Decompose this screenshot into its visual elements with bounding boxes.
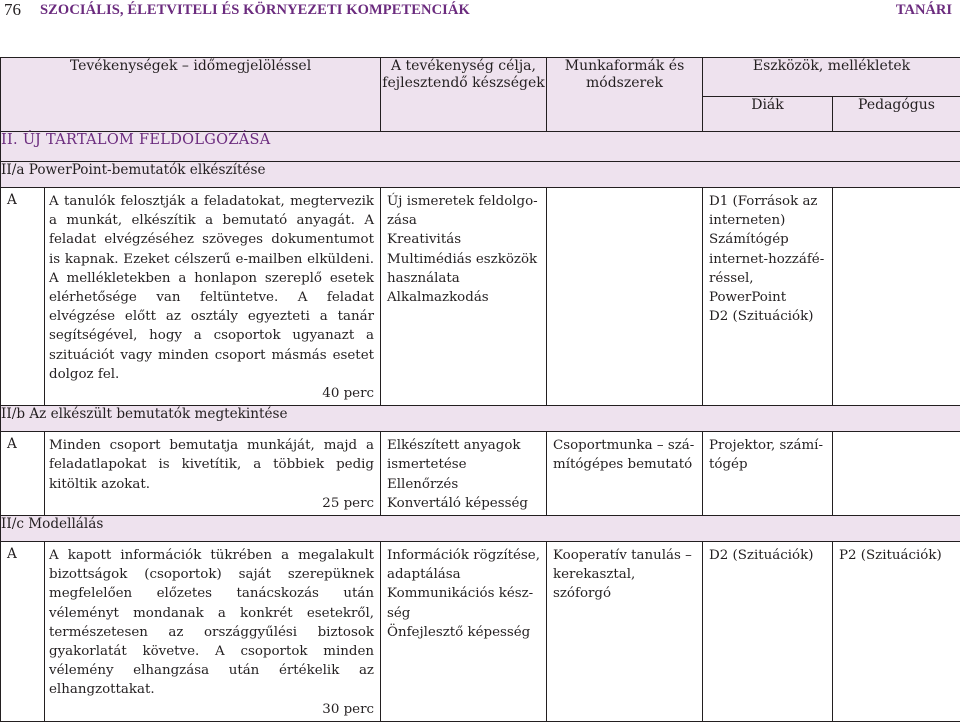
student-tools-cell <box>703 432 833 516</box>
method-line: Kooperatív tanulás – <box>553 546 696 565</box>
subsection-row <box>1 406 960 432</box>
goal-line: ség <box>387 604 540 623</box>
activity-description: A tanulók felosztják a feladatokat, megtervezik a munkát, elkészítik a bemutató anyagát. A feladat elvégzéséhez szöveges dokumentumot is kapnak. Ezeket célszerű e-mailben elküldeni. A mellékletekben a honlapon szereplő esetek elérhetősége van feltüntetve. A feladat elvégzése előtt az osztály egyezteti a tanár segítségével, hogy a csoportok ugyanazt a szituációt vagy minden csoport másmás esetet dolgoz fel. <box>49 192 374 384</box>
page-header <box>0 0 960 26</box>
goals-cell <box>381 432 547 516</box>
running-section-label: TANÁRI <box>896 2 952 19</box>
header-tools: Eszközök, mellékletek <box>703 58 960 97</box>
subsection-row <box>1 516 960 542</box>
tool-line: D1 (Források az <box>709 192 826 211</box>
tool-line: tógép <box>709 455 826 474</box>
section-row <box>1 132 960 162</box>
page-number: 76 <box>4 0 21 20</box>
running-title: SZOCIÁLIS, ÉLETVITELI ÉS KÖRNYEZETI KOMPETENCIÁK <box>40 2 470 19</box>
goal-line: adaptálása <box>387 565 540 584</box>
tool-line: Projektor, számí- <box>709 436 826 455</box>
activity-marker: A <box>1 432 45 516</box>
tool-line: D2 (Szituációk) <box>709 307 826 326</box>
header-student: Diák <box>703 97 833 132</box>
method-line: kerekasztal, szóforgó <box>553 565 696 603</box>
subsection-title: II/b Az elkészült bemutatók megtekintése <box>1 406 960 432</box>
header-activities: Tevékenységek – időmegjelöléssel <box>1 58 381 132</box>
activity-description: Minden csoport bemutatja munkáját, majd a feladatlapokat is kivetítik, a többiek pedig kitöltik azokat. <box>49 436 374 494</box>
activity-cell <box>45 542 381 722</box>
student-tools-cell <box>703 542 833 722</box>
goal-line: használata <box>387 269 540 288</box>
goal-line: Önfejlesztő képesség <box>387 623 540 642</box>
teacher-tools-cell <box>833 188 960 406</box>
goal-line: Kommunikációs kész- <box>387 584 540 603</box>
subsection-title: II/a PowerPoint-bemutatók elkészítése <box>1 162 960 188</box>
goal-line: Konvertáló képesség <box>387 494 540 513</box>
methods-cell <box>547 542 703 722</box>
table-header-row <box>1 58 960 97</box>
header-methods: Munkaformák és módszerek <box>547 58 703 132</box>
activity-cell <box>45 432 381 516</box>
tool-line: Számítógép <box>709 230 826 249</box>
goal-line: Új ismeretek feldolgo- <box>387 192 540 211</box>
table-row <box>1 432 960 516</box>
teacher-tools-cell <box>833 542 960 722</box>
subsection-title: II/c Modellálás <box>1 516 960 542</box>
teacher-tools-cell <box>833 432 960 516</box>
header-goal: A tevékenység célja, fejlesztendő készségek <box>381 58 547 132</box>
goal-line: Kreativitás <box>387 230 540 249</box>
goal-line: Alkalmazkodás <box>387 288 540 307</box>
goals-cell <box>381 542 547 722</box>
tool-line: interneten) <box>709 211 826 230</box>
goal-line: Információk rögzítése, <box>387 546 540 565</box>
tool-line: D2 (Szituációk) <box>709 546 826 565</box>
goal-line: Elkészített anyagok <box>387 436 540 455</box>
methods-cell <box>547 432 703 516</box>
table-row <box>1 188 960 406</box>
activity-cell <box>45 188 381 406</box>
methods-cell <box>547 188 703 406</box>
activity-marker: A <box>1 188 45 406</box>
table-row <box>1 542 960 722</box>
method-line: mítógépes bemutató <box>553 455 696 474</box>
tool-line: internet-hozzáfé- <box>709 250 826 269</box>
activity-marker: A <box>1 542 45 722</box>
goal-line: Ellenőrzés <box>387 475 540 494</box>
tool-line: réssel, PowerPoint <box>709 269 826 307</box>
tool-line: P2 (Szituációk) <box>839 546 954 565</box>
method-line: Csoportmunka – szá- <box>553 436 696 455</box>
goal-line: zása <box>387 211 540 230</box>
goal-line: ismertetése <box>387 455 540 474</box>
lesson-plan-table <box>0 57 960 722</box>
section-title: II. ÚJ TARTALOM FELDOLGOZÁSA <box>1 132 960 162</box>
subsection-row <box>1 162 960 188</box>
goal-line: Multimédiás eszközök <box>387 250 540 269</box>
activity-description: A kapott információk tükrében a megalakult bizottságok (csoportok) saját szerepüknek megfelelően előzetes tanácskozás után véleményt mondanak a konkrét esetekről, természetesen az országgyűlési biztosok gyakorlatát követve. A csoportok minden vélemény elhangzása után értékelik az elhangzottakat. <box>49 546 374 700</box>
activity-time: 25 perc <box>49 494 374 513</box>
header-teacher: Pedagógus <box>833 97 960 132</box>
goals-cell <box>381 188 547 406</box>
student-tools-cell <box>703 188 833 406</box>
activity-time: 30 perc <box>49 700 374 719</box>
activity-time: 40 perc <box>49 384 374 403</box>
